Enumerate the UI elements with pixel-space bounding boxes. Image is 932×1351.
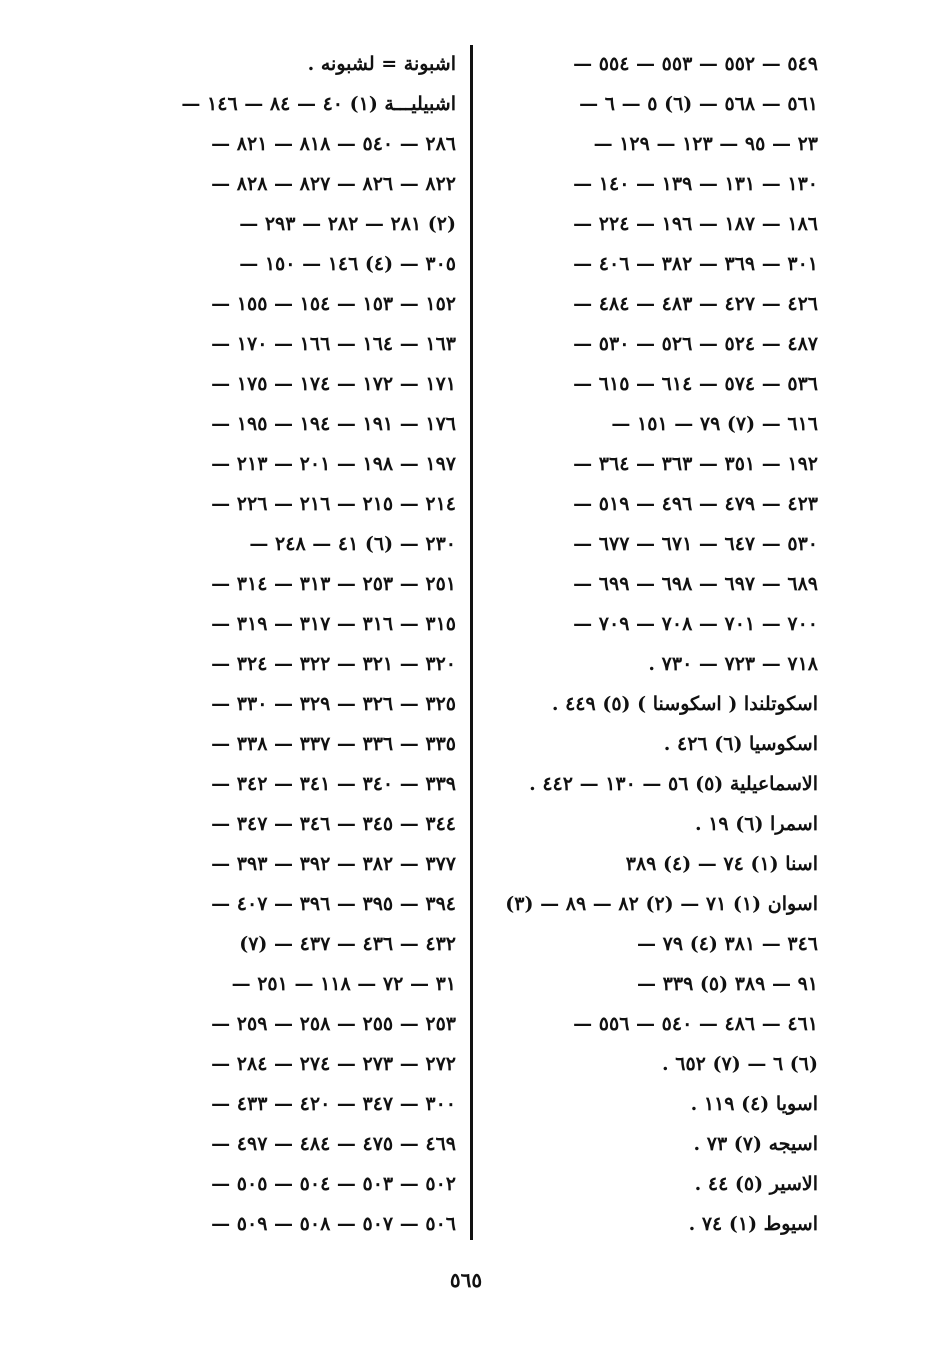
index-line: اسيوط (١) ٧٤ . [688, 1213, 818, 1235]
index-line: ١٩٢ — ٣٥١ — ٣٦٣ — ٣٦٤ — [573, 453, 818, 475]
page-number: ٥٦٥ [449, 1268, 483, 1292]
index-line: اسيجه (٧) ٧٣ . [693, 1133, 818, 1155]
index-line: ٢٣ — ٩٥ — ١٢٣ — ١٢٩ — [593, 133, 818, 155]
index-line: ٣٠٠ — ٣٤٧ — ٤٢٠ — ٤٣٣ — [211, 1093, 456, 1115]
index-line: اسنا (١) ٧٤ — (٤) ٣٨٩ [625, 853, 818, 875]
index-line: ٥٠٢ — ٥٠٣ — ٥٠٤ — ٥٠٥ — [211, 1173, 456, 1195]
index-line: ٢٥١ — ٢٥٣ — ٣١٣ — ٣١٤ — [211, 573, 456, 595]
index-line: اشبونة = لشبونه . [307, 53, 456, 75]
index-line: ٤٦٩ — ٤٧٥ — ٤٨٤ — ٤٩٧ — [211, 1133, 456, 1155]
index-line: الاسير (٥) ٤٤ . [694, 1173, 818, 1195]
index-line: ٣١٥ — ٣١٦ — ٣١٧ — ٣١٩ — [211, 613, 456, 635]
column-divider [470, 45, 473, 1240]
index-line: ٦٨٩ — ٦٩٧ — ٦٩٨ — ٦٩٩ — [573, 573, 818, 595]
index-line: ٧١٨ — ٧٢٣ — ٧٣٠ . [648, 653, 818, 675]
index-line: ٦١٦ — (٧) ٧٩ — ١٥١ — [611, 413, 818, 435]
index-line: ١٣٠ — ١٣١ — ١٣٩ — ١٤٠ — [573, 173, 818, 195]
right-index-column [500, 44, 818, 1244]
index-line: ٤٨٧ — ٥٢٤ — ٥٢٦ — ٥٣٠ — [573, 333, 818, 355]
index-line: ٢٧٢ — ٢٧٣ — ٢٧٤ — ٢٨٤ — [211, 1053, 456, 1075]
index-line: الاسماعيلية (٥) ٥٦ — ١٣٠ — ٤٤٢ . [529, 773, 818, 795]
index-line: اسوان (١) ٧١ — (٢) ٨٢ — ٨٩ — (٣) [505, 893, 818, 915]
index-line: ٥٦١ — ٥٦٨ — (٦) ٥ — ٦ — [579, 93, 818, 115]
index-line: ٢٨٦ — ٥٤٠ — ٨١٨ — ٨٢١ — [211, 133, 456, 155]
index-line: ١٦٣ — ١٦٤ — ١٦٦ — ١٧٠ — [211, 333, 456, 355]
index-line: ٣٤٤ — ٣٤٥ — ٣٤٦ — ٣٤٧ — [211, 813, 456, 835]
index-line: ٥٣٦ — ٥٧٤ — ٦١٤ — ٦١٥ — [573, 373, 818, 395]
index-line: ٣٠١ — ٣٦٩ — ٣٨٢ — ٤٠٦ — [573, 253, 818, 275]
index-line: ١٩٧ — ١٩٨ — ٢٠١ — ٢١٣ — [211, 453, 456, 475]
index-line: (٦) ٦ — (٧) ٦٥٢ . [662, 1053, 818, 1075]
index-line: ٣٧٧ — ٣٨٢ — ٣٩٢ — ٣٩٣ — [211, 853, 456, 875]
index-line: ٣٢٥ — ٣٢٦ — ٣٢٩ — ٣٣٠ — [211, 693, 456, 715]
index-line: اشبيليـــة (١) ٤٠ — ٨٤ — ١٤٦ — [181, 93, 456, 115]
index-line: ٢٥٣ — ٢٥٥ — ٢٥٨ — ٢٥٩ — [211, 1013, 456, 1035]
index-line: ٣١ — ٧٢ — ١١٨ — ٢٥١ — [231, 973, 456, 995]
index-line: ٧٠٠ — ٧٠١ — ٧٠٨ — ٧٠٩ — [573, 613, 818, 635]
index-line: ٤٢٣ — ٤٧٩ — ٤٩٦ — ٥١٩ — [573, 493, 818, 515]
index-line: اسمرا (٦) ١٩ . [694, 813, 818, 835]
index-line: ٢١٤ — ٢١٥ — ٢١٦ — ٢٢٦ — [211, 493, 456, 515]
index-line: ١٨٦ — ١٨٧ — ١٩٦ — ٢٢٤ — [573, 213, 818, 235]
index-line: اسكوتلندا ( اسكوسنا ) (٥) ٤٤٩ . [551, 693, 818, 715]
index-line: ٤٢٦ — ٤٢٧ — ٤٨٣ — ٤٨٤ — [573, 293, 818, 315]
index-line: ٣٤٦ — ٣٨١ (٤) ٧٩ — [637, 933, 818, 955]
index-line: ٥٠٦ — ٥٠٧ — ٥٠٨ — ٥٠٩ — [211, 1213, 456, 1235]
left-index-column [100, 44, 456, 1244]
index-line: اسويا (٤) ١١٩ . [690, 1093, 818, 1115]
index-line: ١٧١ — ١٧٢ — ١٧٤ — ١٧٥ — [211, 373, 456, 395]
index-line: ١٥٢ — ١٥٣ — ١٥٤ — ١٥٥ — [211, 293, 456, 315]
index-line: ٣٣٩ — ٣٤٠ — ٣٤١ — ٣٤٢ — [211, 773, 456, 795]
index-line: ٣٢٠ — ٣٢١ — ٣٢٢ — ٣٢٤ — [211, 653, 456, 675]
index-line: ٥٣٠ — ٦٤٧ — ٦٧١ — ٦٧٧ — [573, 533, 818, 555]
index-line: ٣٣٥ — ٣٣٦ — ٣٣٧ — ٣٣٨ — [211, 733, 456, 755]
index-line: ٨٢٢ — ٨٢٦ — ٨٢٧ — ٨٢٨ — [211, 173, 456, 195]
index-line: اسكوسيا (٦) ٤٢٦ . [663, 733, 818, 755]
index-line: ٢٣٠ — (٦) ٤١ — ٢٤٨ — [249, 533, 456, 555]
index-line: ٥٤٩ — ٥٥٢ — ٥٥٣ — ٥٥٤ — [573, 53, 818, 75]
index-line: ٣٠٥ — (٤) ١٤٦ — ١٥٠ — [239, 253, 456, 275]
index-line: ٩١ — ٣٨٩ (٥) ٣٣٩ — [637, 973, 818, 995]
index-line: ٤٦١ — ٤٨٦ — ٥٤٠ — ٥٥٦ — [573, 1013, 818, 1035]
index-line: ١٧٦ — ١٩١ — ١٩٤ — ١٩٥ — [211, 413, 456, 435]
index-line: ٣٩٤ — ٣٩٥ — ٣٩٦ — ٤٠٧ — [211, 893, 456, 915]
index-line: (٢) ٢٨١ — ٢٨٢ — ٢٩٣ — [239, 213, 456, 235]
index-line: ٤٣٢ — ٤٣٦ — ٤٣٧ — (٧) [239, 933, 456, 955]
